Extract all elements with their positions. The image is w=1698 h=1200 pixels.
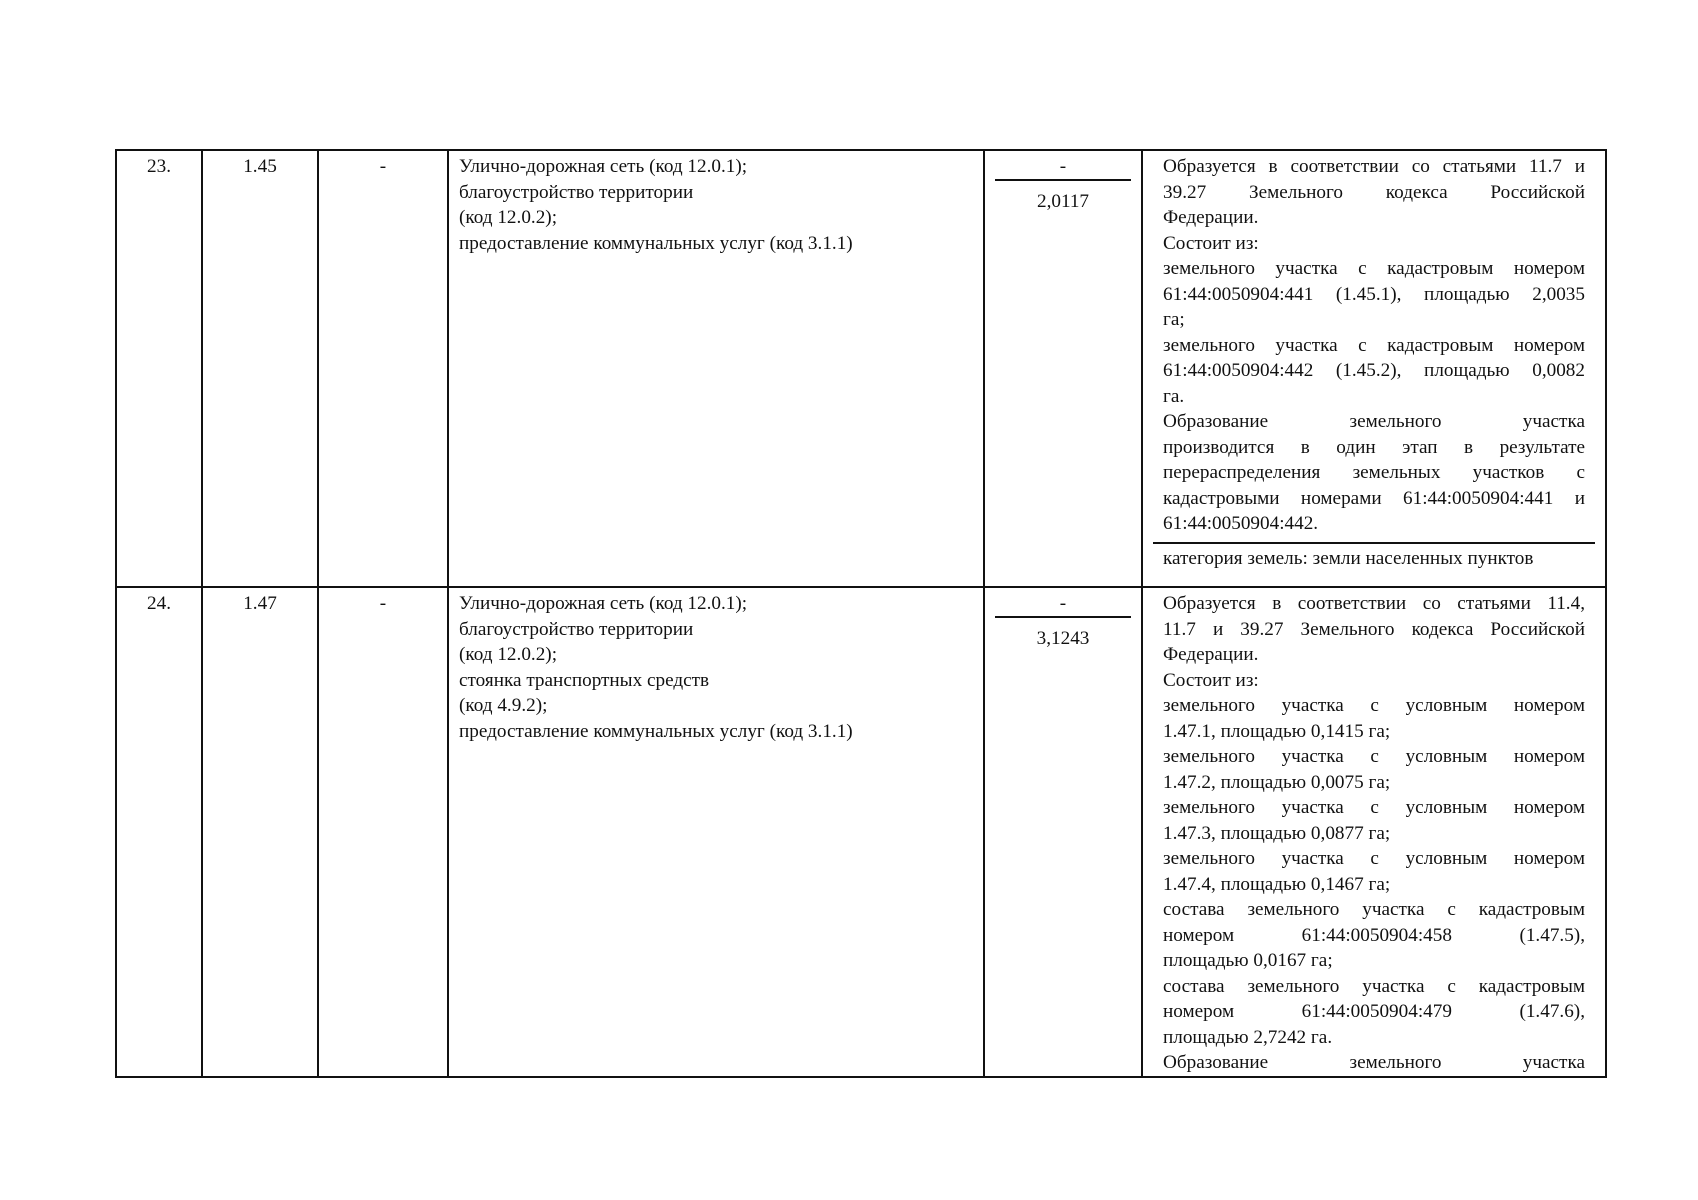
note-line: состава земельного участка с кадастровым: [1163, 899, 1585, 920]
area-planned: 2,0117: [1036, 191, 1090, 212]
area-cell: [984, 150, 1142, 587]
note-line: 1.47.4, площадью 0,1467 га;: [1163, 873, 1391, 895]
row-number-cell: [116, 587, 202, 1077]
permitted-use-line: Улично-дорожная сеть (код 12.0.1);: [459, 156, 748, 177]
plot-id-cell: [202, 150, 318, 587]
permitted-use-cell: [448, 150, 984, 587]
land-category-text: категория земель: земли населенных пунктов: [1163, 547, 1534, 569]
permitted-use-line: предоставление коммунальных услуг (код 3.1.1): [459, 232, 853, 254]
area-existing: -: [1059, 593, 1067, 614]
note-line: 61:44:0050904:442 (1.45.2), площадью 0,0082: [1163, 360, 1585, 381]
note-line: 11.7 и 39.27 Земельного кодекса Российской: [1163, 618, 1585, 640]
document-page: [115, 149, 1605, 1075]
plot-id: 1.45: [243, 156, 277, 177]
permitted-use-line: благоустройство территории: [459, 618, 694, 640]
existing-use-value: -: [379, 156, 387, 177]
note-line: Федерации.: [1163, 207, 1259, 228]
permitted-use-line: Улично-дорожная сеть (код 12.0.1);: [459, 593, 748, 614]
note-line: Федерации.: [1163, 644, 1259, 665]
note-line: 61:44:0050904:442.: [1163, 513, 1319, 534]
note-line: земельного участка с условным номером: [1163, 797, 1585, 818]
note-line: Состоит из:: [1163, 669, 1259, 691]
note-line: 39.27 Земельного кодекса Российской: [1163, 181, 1585, 203]
note-line: номером 61:44:0050904:458 (1.47.5),: [1163, 924, 1585, 946]
row-number-cell: [116, 150, 202, 587]
note-line: га;: [1163, 309, 1185, 330]
note-line: 61:44:0050904:441 (1.45.1), площадью 2,0035: [1163, 283, 1585, 305]
note-line: га.: [1163, 385, 1185, 407]
note-line: земельного участка с кадастровым номером: [1163, 334, 1585, 356]
permitted-use-line: благоустройство территории: [459, 181, 694, 203]
existing-use-value: -: [379, 593, 387, 614]
table-row: [116, 587, 1606, 1077]
note-line: площадью 2,7242 га.: [1163, 1026, 1333, 1048]
permitted-use-line: предоставление коммунальных услуг (код 3.1.1): [459, 720, 853, 742]
note-line: земельного участка с условным номером: [1163, 848, 1585, 869]
note-line: производится в один этап в результате: [1163, 436, 1585, 458]
note-line: кадастровыми номерами 61:44:0050904:441 и: [1163, 487, 1585, 509]
note-line: Состоит из:: [1163, 232, 1259, 254]
area-planned: 3,1243: [1036, 628, 1090, 649]
existing-use-cell: [318, 587, 448, 1077]
table-row: [116, 150, 1606, 587]
permitted-use-line: (код 4.9.2);: [459, 695, 548, 716]
land-category: [1153, 542, 1595, 572]
land-plots-table: [115, 149, 1607, 1078]
note-line: состава земельного участка с кадастровым: [1163, 975, 1585, 997]
note-line: 1.47.2, площадью 0,0075 га;: [1163, 771, 1391, 793]
note-cell: [1142, 587, 1606, 1077]
row-number: 24.: [147, 593, 171, 614]
existing-use-cell: [318, 150, 448, 587]
note-line: перераспределения земельных участков с: [1163, 462, 1585, 483]
plot-id: 1.47: [243, 593, 277, 614]
plot-id-cell: [202, 587, 318, 1077]
permitted-use-line: стоянка транспортных средств: [459, 669, 710, 691]
permitted-use-cell: [448, 587, 984, 1077]
note-line: 1.47.1, площадью 0,1415 га;: [1163, 720, 1391, 742]
permitted-use-line: (код 12.0.2);: [459, 207, 558, 228]
note-line: площадью 0,0167 га;: [1163, 950, 1333, 971]
permitted-use-line: (код 12.0.2);: [459, 644, 558, 665]
note-line: Образуется в соответствии со статьями 11.4,: [1163, 593, 1585, 614]
area-cell: [984, 587, 1142, 1077]
row-number: 23.: [147, 156, 171, 177]
note-line: земельного участка с условным номером: [1163, 746, 1585, 767]
note-line: Образуется в соответствии со статьями 11.7 и: [1163, 156, 1585, 177]
note-line: земельного участка с кадастровым номером: [1163, 258, 1585, 279]
note-line: Образование земельного участка: [1163, 411, 1585, 432]
note-line: земельного участка с условным номером: [1163, 695, 1585, 716]
area-existing: -: [1059, 156, 1067, 177]
note-line: 1.47.3, площадью 0,0877 га;: [1163, 822, 1391, 844]
note-line: номером 61:44:0050904:479 (1.47.6),: [1163, 1001, 1585, 1022]
note-cell: [1142, 150, 1606, 587]
note-line: Образование земельного участка: [1163, 1052, 1585, 1073]
